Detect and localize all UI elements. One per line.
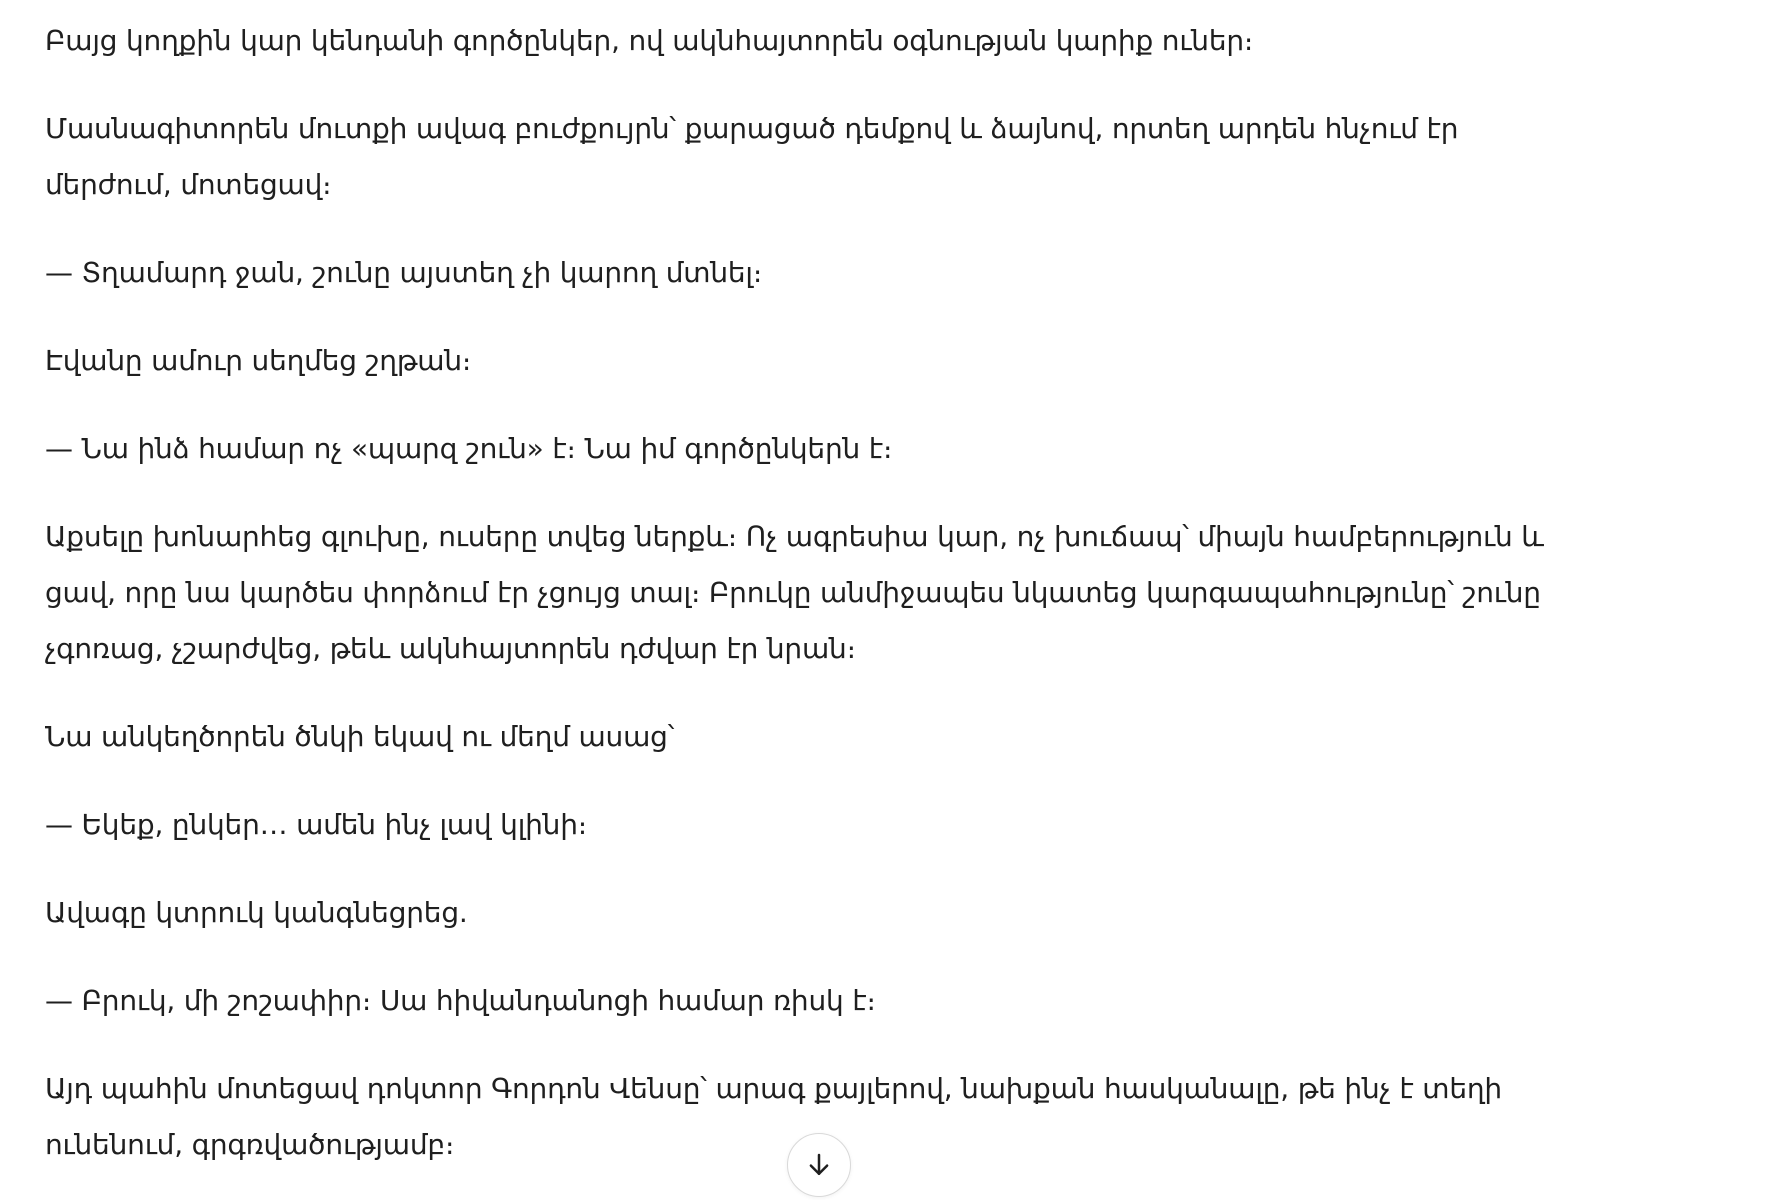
message-paragraph-11: Այդ պահին մոտեցավ դոկտոր Գորդոն Վենսը՝ արագ քայլերով, նախքան հասկանալը, թե ինչ է տեղի ունենում, գրգռվածությամբ։ <box>45 1072 1502 1161</box>
message-paragraph-4: Էվանը ամուր սեղմեց շղթան։ <box>45 344 472 377</box>
message-paragraph-8: — Եկեք, ընկեր… ամեն ինչ լավ կլինի։ <box>45 808 588 841</box>
message-paragraph-10: — Բրուկ, մի շոշափիր։ Սա հիվանդանոցի համար ռիսկ է։ <box>45 984 876 1017</box>
message-paragraph-9: Ավագը կտրուկ կանգնեցրեց. <box>45 896 468 929</box>
message-paragraph-3: — Տղամարդ ջան, շունը այստեղ չի կարող մտնել։ <box>45 256 763 289</box>
assistant-message <box>45 13 1585 1200</box>
arrow-down-icon <box>804 1150 834 1180</box>
scroll-to-bottom-button[interactable] <box>787 1133 851 1197</box>
message-paragraph-2: Մասնագիտորեն մուտքի ավագ բուժքույրն՝ քարացած դեմքով և ձայնով, որտեղ արդեն հնչում էր մերժում, մոտեցավ։ <box>45 112 1459 201</box>
message-paragraph-6: Աքսելը խոնարհեց գլուխը, ուսերը տվեց ներքև։ Ոչ ագրեսիա կար, ոչ խուճապ՝ միայն համբերություն և ցավ, որը նա կարծես փորձում էր չցույց տալ։ Բրուկը անմիջապես նկատեց կարգապահությունը՝ շունը չգոռաց, չշարժվեց, թեև ակնհայտորեն դժվար էր նրան։ <box>45 520 1544 665</box>
message-paragraph-7: Նա անկեղծորեն ծնկի եկավ ու մեղմ ասաց՝ <box>45 720 675 753</box>
message-paragraph-1: Բայց կողքին կար կենդանի գործընկեր, ով ակնհայտորեն օգնության կարիք ուներ։ <box>45 24 1254 57</box>
message-paragraph-5: — Նա ինձ համար ոչ «պարզ շուն» է։ Նա իմ գործընկերն է։ <box>45 432 893 465</box>
